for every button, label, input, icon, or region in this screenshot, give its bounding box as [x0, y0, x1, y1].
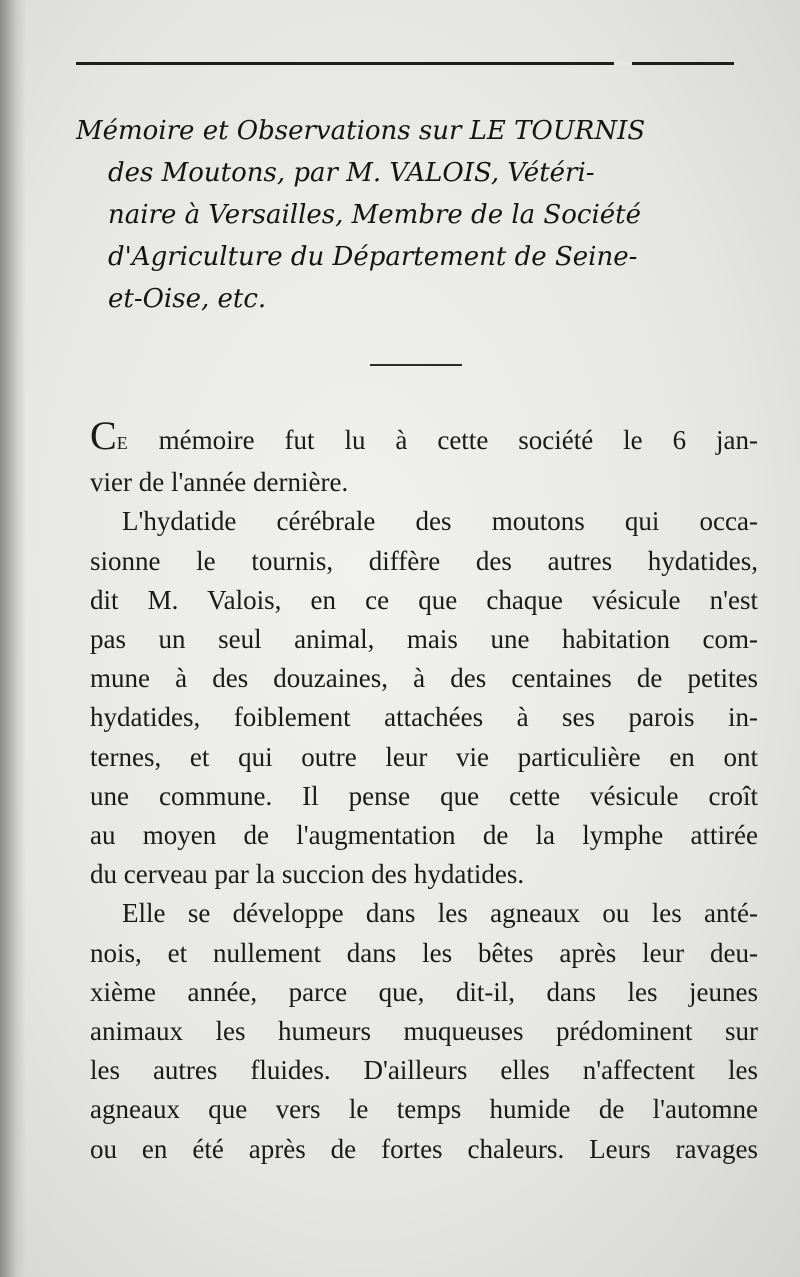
body-line: pas un seul animal, mais une habitation com- [90, 624, 758, 655]
header-rule-break [614, 62, 632, 65]
body-line: animaux les humeurs muqueuses prédominent sur [90, 1016, 758, 1047]
body-line: du cerveau par la succion des hydatides. [90, 859, 525, 890]
heading-line: naire à Versailles, Membre de la Société [108, 200, 641, 230]
body-line: agneaux que vers le temps humide de l'automne [90, 1094, 758, 1125]
first-line-text: mémoire fut lu à cette société le 6 jan- [128, 425, 758, 455]
drop-cap: C [90, 413, 117, 458]
article-body [90, 413, 758, 1169]
body-line: vier de l'année dernière. [90, 467, 349, 498]
section-divider [370, 364, 462, 366]
body-line: hydatides, foiblement attachées à ses parois in- [90, 702, 758, 733]
body-line: sionne le tournis, diffère des autres hydatides, [90, 545, 758, 576]
heading-line: d'Agriculture du Département de Seine- [108, 242, 638, 272]
heading-line: Mémoire et Observations sur LE TOURNIS [76, 116, 646, 146]
body-line: les autres fluides. D'ailleurs elles n'affectent les [90, 1055, 758, 1086]
article-heading [76, 110, 746, 320]
heading-line: des Moutons, par M. VALOIS, Vétéri- [108, 158, 595, 188]
page-gutter-shadow [0, 0, 26, 1277]
body-line: mune à des douzaines, à des centaines de petites [90, 663, 758, 694]
body-line-first [90, 413, 758, 463]
header-rule [76, 62, 734, 65]
body-line: au moyen de l'augmentation de la lymphe attirée [90, 820, 758, 851]
heading-line: et-Oise, etc. [108, 284, 267, 314]
body-line: une commune. Il pense que cette vésicule croît [90, 780, 758, 811]
small-cap: E [116, 433, 129, 453]
body-line: ou en été après de fortes chaleurs. Leurs ravages [90, 1133, 758, 1164]
body-line: Elle se développe dans les agneaux ou les anté- [122, 898, 758, 929]
body-line: xième année, parce que, dit-il, dans les jeunes [90, 976, 758, 1007]
body-line: nois, et nullement dans les bêtes après leur deu- [90, 937, 758, 968]
body-line: L'hydatide cérébrale des moutons qui occa- [122, 506, 758, 537]
body-line: ternes, et qui outre leur vie particulière en ont [90, 741, 758, 772]
body-line: dit M. Valois, en ce que chaque vésicule n'est [90, 584, 758, 615]
